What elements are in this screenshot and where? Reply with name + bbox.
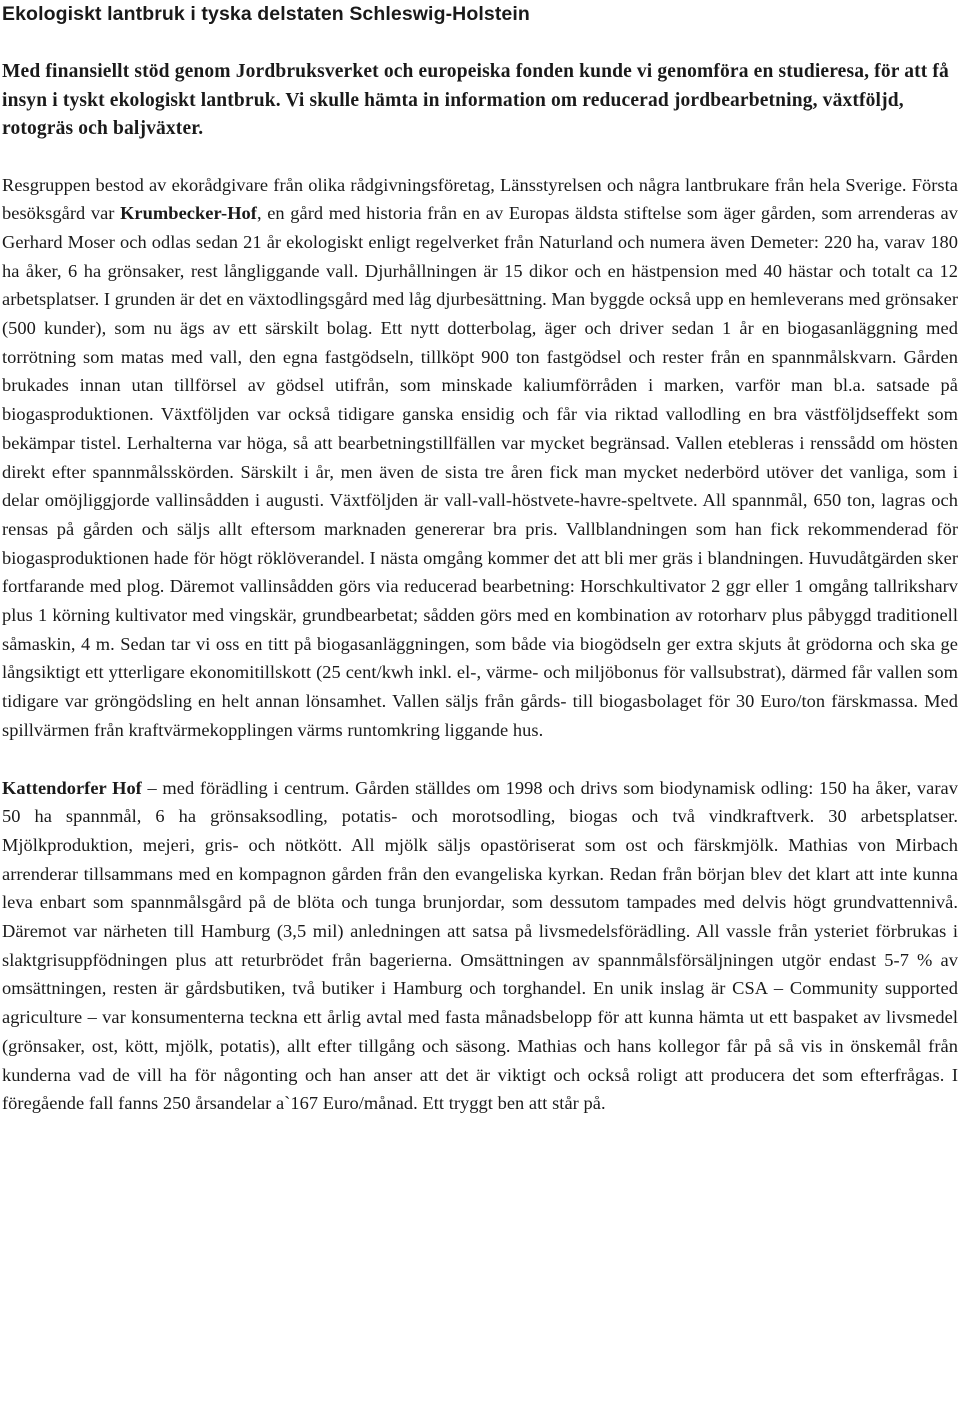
farm-name-krumbecker-hof: Krumbecker-Hof <box>120 203 257 224</box>
document-page <box>2 0 958 1118</box>
document-title: Ekologiskt lantbruk i tyska delstaten Schleswig-Holstein <box>2 3 530 25</box>
paragraph-kattendorfer-hof <box>2 774 958 1118</box>
paragraph-text: , en gård med historia från en av Europas äldsta stiftelse som äger gården, som arrenderas av Gerhard Moser och odlas sedan 21 år ekologiskt enligt regelverket från Naturland och numera även Demeter: 220 ha, varav 180 ha åker, 6 ha grönsaker, rest långliggande vall. Djurhållningen är 15 dikor och en hästpension med 40 hästar och totalt ca 12 arbetsplatser. I grunden är det en växtodlingsgård med låg djurbesättning. Man byggde också upp en hemleverans med grönsaker (500 kunder), som nu ägs av ett särskilt bolag. Ett nytt dotterbolag, äger och driver sedan 1 år en biogasanläggning med torrötning som matas med vall, den egna fastgödseln, tillköpt 900 ton fastgödsel och rester från en spannmålskvarn. Gården brukades innan utan tillförsel av gödsel utifrån, som minskade kaliumförråden i marken, varför man bl.a. satsade på biogasproduktionen. Växtföljden var också tidigare ganska ensidig och får via riktad vallodling en bra västföljdseffekt som bekämpar tistel. Lerhalterna var höga, så att bearbetningstillfällen var mycket begränsad. Vallen etebleras i renssådd om hösten direkt efter spannmålsskörden. Särskilt i år, men även de sista tre åren fick man mycket nederbörd utöver det vanliga, som i delar omöjliggjorde vallinsådden i augusti. Växtföljden är vall-vall-höstvete-havre-speltvete. All spannmål, 650 ton, lagras och rensas på gården och säljs allt eftersom marknaden genererar bra pris. Vallblandningen som han fick rekommenderad för biogasproduktionen hade för högt röklöverandel. I nästa omgång kommer det att bli mer gräs i blandningen. Huvudåtgärden sker fortfarande med plog. Däremot vallinsådden görs via reducerad bearbetning: Horschkultivator 2 ggr eller 1 omgång tallriksharv plus 1 körning kultivator med vingskär, grundbearbetat; sådden görs med en kombination av rotorharv plus påbyggd traditionell såmaskin, 4 m. Sedan tar vi oss en titt på biogasanläggningen, som både via biogödseln ger extra skjuts åt grödorna och ska ge långsiktigt ett ytterligare ekonomitillskott (25 cent/kwh inkl. el-, värme- och miljöbonus för vallsubstrat), därmed får vallen som tidigare var gröngödsling en helt annan lönsamhet. Vallen säljs från gårds- till biogasbolaget för 30 Euro/ton färskmassa. Med spillvärmen från kraftvärmekopplingen värms runtomkring liggande hus. <box>2 203 959 740</box>
farm-name-kattendorfer-hof: Kattendorfer Hof <box>2 777 142 798</box>
paragraph-krumbecker-hof <box>2 171 958 745</box>
intro-paragraph: Med finansiellt stöd genom Jordbruksverket och europeiska fonden kunde vi genomföra en studieresa, för att få insyn i tyskt ekologiskt lantbruk. Vi skulle hämta in information om reducerad jordbearbetning, växtföljd, rotogräs och baljväxter. <box>2 61 949 139</box>
paragraph-text: – med förädling i centrum. Gården ställdes om 1998 och drivs som biodynamisk odling: 150 ha åker, varav 50 ha spannmål, 6 ha grönsaksodling, potatis- och morotsodling, biogas och två vindkraftverk. 30 arbetsplatser. Mjölkproduktion, mejeri, gris- och nötkött. All mjölk säljs opastöriserat som ost och färskmjölk. Mathias von Mirbach arrenderar tillsammans med en kompagnon gården från den evangeliska kyrkan. Redan från början blev det klart att inte kunna leva enbart som spannmålsgård på de blöta och tunga brunjordar, som dessutom tampades med delvis högt grundvattennivå. Däremot var närheten till Hamburg (3,5 mil) anledningen att satsa på livsmedelsförädling. All vassle från ysteriet förbrukas i slaktgrisuppfödningen plus att returbrödet från bagerierna. Omsättningen av spannmålsförsäljningen utgör endast 5-7 % av omsättningen, resten är gårdsbutiken, två butiker i Hamburg och torghandel. En unik inslag är CSA – Community supported agriculture – var konsumenterna teckna ett årlig avtal med fasta månadsbelopp för att kunna hämta ut ett baspaket av livsmedel (grönsaker, ost, kött, mjölk, potatis), allt efter tillgång och säsong. Mathias och hans kollegor får på så vis in önskemål från kunderna vad de vill ha för någonting och han anser att det är viktigt och också roligt att producera det som efterfrågas. I föregående fall fanns 250 årsandelar a`167 Euro/månad. Ett tryggt ben att står på. <box>2 777 958 1114</box>
paragraph-text: Resgruppen bestod av ekorådgivare från olika rådgivningsföretag, Länsstyrelsen och några lantbrukare från hela Sverige. Första besöksgård var <box>2 174 958 224</box>
